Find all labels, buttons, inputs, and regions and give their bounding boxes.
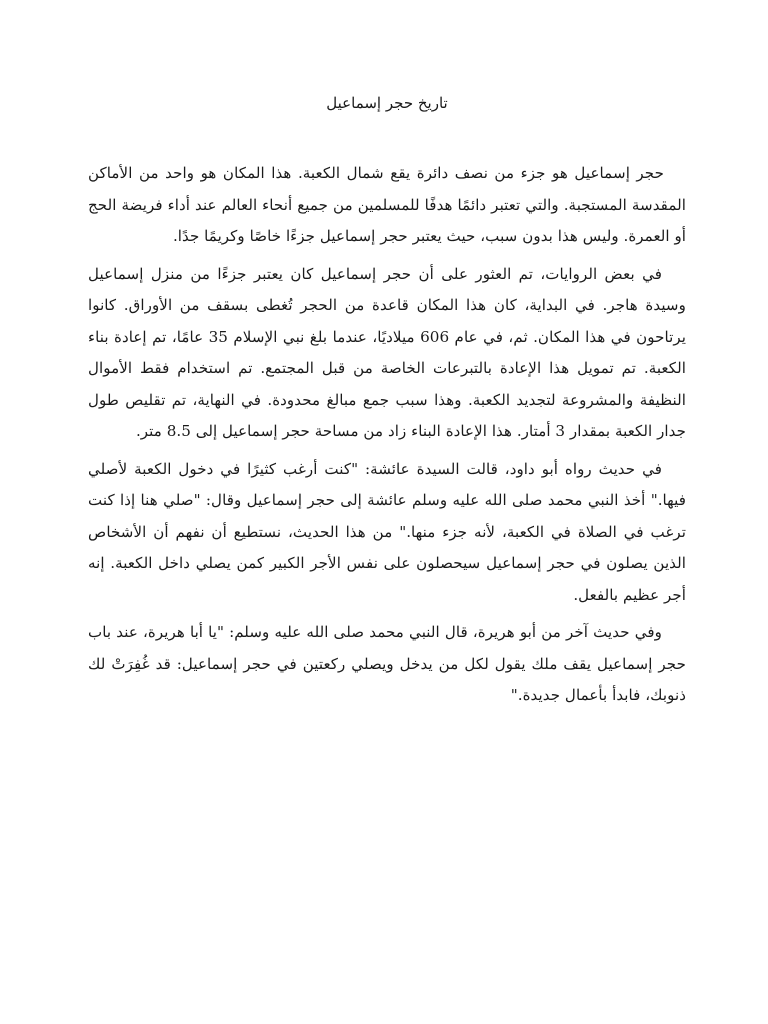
paragraph-3: في حديث رواه أبو داود، قالت السيدة عائشة: "كنت أرغب كثيرًا في دخول الكعبة لأصلي فيها." أخذ النبي محمد صلى الله عليه وسلم عائشة إلى حجر إسماعيل وقال: "صلي هنا إذا كنت ترغب في الصلاة في الكعبة، لأنه جزء منها." من هذا الحديث، نستطيع أن نفهم أن الأشخاص الذين يصلون في حجر إسماعيل سيحصلون على نفس الأجر الكبير كمن يصلي داخل الكعبة. إنه أجر عظيم بالفعل. bbox=[88, 459, 686, 604]
paragraph-4: وفي حديث آخر من أبو هريرة، قال النبي محمد صلى الله عليه وسلم: "يا أبا هريرة، عند باب حجر إسماعيل يقف ملك يقول لكل من يدخل ويصلي ركعتين في حجر إسماعيل: قد غُفِرَتْ لك ذنوبك، فابدأ بأعمال جديدة." bbox=[88, 623, 686, 704]
paragraph-1: حجر إسماعيل هو جزء من نصف دائرة يقع شمال الكعبة. هذا المكان هو واحد من الأماكن المقدسة المستجبة. والتي تعتبر دائمًا هدفًا للمسلمين من جميع أنحاء العالم عند أداء فريضة الحج أو العمرة. وليس هذا بدون سبب، حيث يعتبر حجر إسماعيل جزءًا خاصًا وكريمًا جدًا. bbox=[88, 164, 686, 245]
paragraph-2: في بعض الروايات، تم العثور على أن حجر إسماعيل كان يعتبر جزءًا من منزل إسماعيل وسيدة هاجر. في البداية، كان هذا المكان قاعدة من الحجر تُغطى بسقف من الأوراق. كانوا يرتاحون في هذا المكان. ثم، في عام 606 ميلاديًا، عندما بلغ نبي الإسلام 35 عامًا، تم إعادة بناء الكعبة. تم تمويل هذا الإعادة بالتبرعات الخاصة من قبل المجتمع. تم استخدام فقط الأموال النظيفة والمشروعة لتجديد الكعبة. وهذا سبب جمع مبالغ محدودة. في النهاية، تم تقليص طول جدار الكعبة بمقدار 3 أمتار. هذا الإعادة البناء زاد من مساحة حجر إسماعيل إلى 8.5 متر. bbox=[88, 264, 686, 440]
document-title: تاريخ حجر إسماعيل bbox=[326, 94, 448, 112]
